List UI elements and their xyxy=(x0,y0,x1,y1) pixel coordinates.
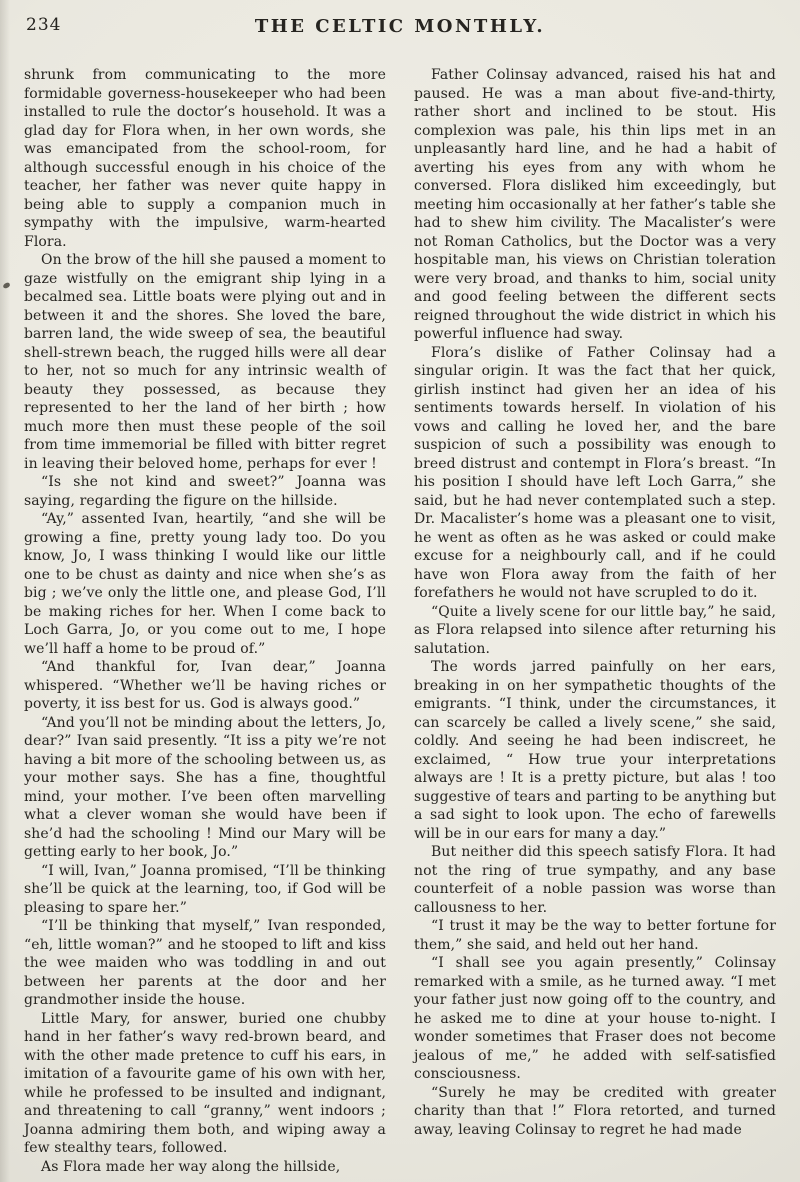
page-number: 234 xyxy=(26,15,62,35)
paragraph: Flora’s dislike of Father Colinsay had a singular origin. It was the fact that her quick, girlish instinct had given her an idea of his sentiments towards herself. In violation of his vows and calling he loved her, and the bare suspicion of such a possibility was enough to breed distrust and contempt in Flora’s breast. “In his position I should have left Loch Garra,” she said, but he had never contemplated such a step. Dr. Macalister’s home was a pleasant one to visit, he went as often as he was asked or could make excuse for a neighbourly call, and if he could have won Flora away from the faith of her forefathers he would not have scrupled to do it. xyxy=(414,344,776,601)
paragraph: “I trust it may be the way to better fortune for them,” she said, and held out her hand. xyxy=(414,918,776,953)
paragraph: On the brow of the hill she paused a moment to gaze wistfully on the emigrant ship lying in a becalmed sea. Little boats were plying out and in between it and the shores. She loved the bare, barren land, the wide sweep of sea, the beautiful shell-strewn beach, the rugged hills were all dear to her, not so much for any intrinsic wealth of beauty they possessed, as because they represented to her the land of her birth ; how much more then must these people of the soil from time immemorial be filled with bitter regret in leaving their beloved home, perhaps for ever ! xyxy=(24,252,386,472)
page-header xyxy=(24,12,776,42)
paragraph: Little Mary, for answer, buried one chubby hand in her father’s wavy red-brown beard, and with the other made pretence to cuff his ears, in imitation of a favourite game of his own with her, while he professed to be insulted and indignant, and threatening to call “granny,” went indoors ; Joanna admiring them both, and wiping away a few stealthy tears, followed. xyxy=(24,1010,386,1156)
paragraph: “Surely he may be credited with greater charity than that !” Flora retorted, and turned away, leaving Colinsay to regret he had made xyxy=(414,1084,776,1138)
paragraph: But neither did this speech satisfy Flora. It had not the ring of true sympathy, and any base counterfeit of a noble passion was worse than callousness to her. xyxy=(414,844,776,916)
text-columns xyxy=(24,66,776,1176)
paragraph: “I shall see you again presently,” Colinsay remarked with a smile, as he turned away. “I met your father just now going off to the country, and he asked me to dine at your house to-night. I wonder sometimes that Fraser does not become jealous of me,” he added with self-satisfied consciousness. xyxy=(414,955,776,1082)
paragraph: “I’ll be thinking that myself,” Ivan responded, “eh, little woman?” and he stooped to lift and kiss the wee maiden who was toddling in and out between her parents at the door and her grandmother inside the house. xyxy=(24,918,386,1008)
paragraph: “I will, Ivan,” Joanna promised, “I’ll be thinking she’ll be quick at the learning, too, if God will be pleasing to spare her.” xyxy=(24,862,386,916)
paragraph: As Flora made her way along the hillside, xyxy=(41,1158,341,1175)
page-title: THE CELTIC MONTHLY. xyxy=(254,16,546,37)
paragraph: “Is she not kind and sweet?” Joanna was saying, regarding the figure on the hillside. xyxy=(24,474,386,509)
paragraph: “Ay,” assented Ivan, heartily, “and she will be growing a fine, pretty young lady too. Do you know, Jo, I wass thinking I would like our little one to be chust as dainty and nice when she’s as big ; we’ve only the little one, and please God, I’ll be making riches for her. When I come back to Loch Garra, Jo, or you come out to me, I hope we’ll haff a home to be proud of.” xyxy=(24,511,386,657)
left-column xyxy=(24,66,386,1176)
paragraph: shrunk from communicating to the more formidable governess-housekeeper who had been installed to rule the doctor’s household. It was a glad day for Flora when, in her own words, she was emancipated from the school-room, for although successful enough in his choice of the teacher, her father was never quite happy in being able to supply a companion much in sympathy with the impulsive, warm-hearted Flora. xyxy=(24,67,386,250)
scan-speck xyxy=(2,282,10,289)
paragraph: Father Colinsay advanced, raised his hat and paused. He was a man about five-and-thirty, rather short and inclined to be stout. His complexion was pale, his thin lips met in an unpleasantly hard line, and he had a habit of averting his eyes from any with whom he conversed. Flora disliked him exceedingly, but meeting him occasionally at her father’s table she had to shew him civility. The Macalister’s were not Roman Catholics, but the Doctor was a very hospitable man, his views on Christian toleration were very broad, and thanks to him, social unity and good feeling between the different sects reigned throughout the wide district in which his powerful influence had sway. xyxy=(414,67,776,342)
paragraph: The words jarred painfully on her ears, breaking in on her sympathetic thoughts of the emigrants. “I think, under the circumstances, it can scarcely be called a lively scene,” she said, coldly. And seeing he had been indiscreet, he exclaimed, “ How true your interpretations always are ! It is a pretty picture, but alas ! too suggestive of tears and parting to be anything but a sad sight to look upon. The echo of farewells will be in our ears for many a day.” xyxy=(414,659,776,842)
right-column xyxy=(414,66,776,1176)
paragraph: “And thankful for, Ivan dear,” Joanna whispered. “Whether we’ll be having riches or poverty, it iss best for us. God is always good.” xyxy=(24,659,386,712)
scan-edge-shadow xyxy=(0,0,10,1182)
paragraph: “And you’ll not be minding about the letters, Jo, dear?” Ivan said presently. “It iss a pity we’re not having a bit more of the schooling between us, as your mother says. She has a fine, thoughtful mind, your mother. I’ve been often marvelling what a clever woman she would have been if she’d had the schooling ! Mind our Mary will be getting early to her book, Jo.” xyxy=(24,714,386,860)
paragraph: “Quite a lively scene for our little bay,” he said, as Flora relapsed into silence after returning his salutation. xyxy=(414,603,776,657)
